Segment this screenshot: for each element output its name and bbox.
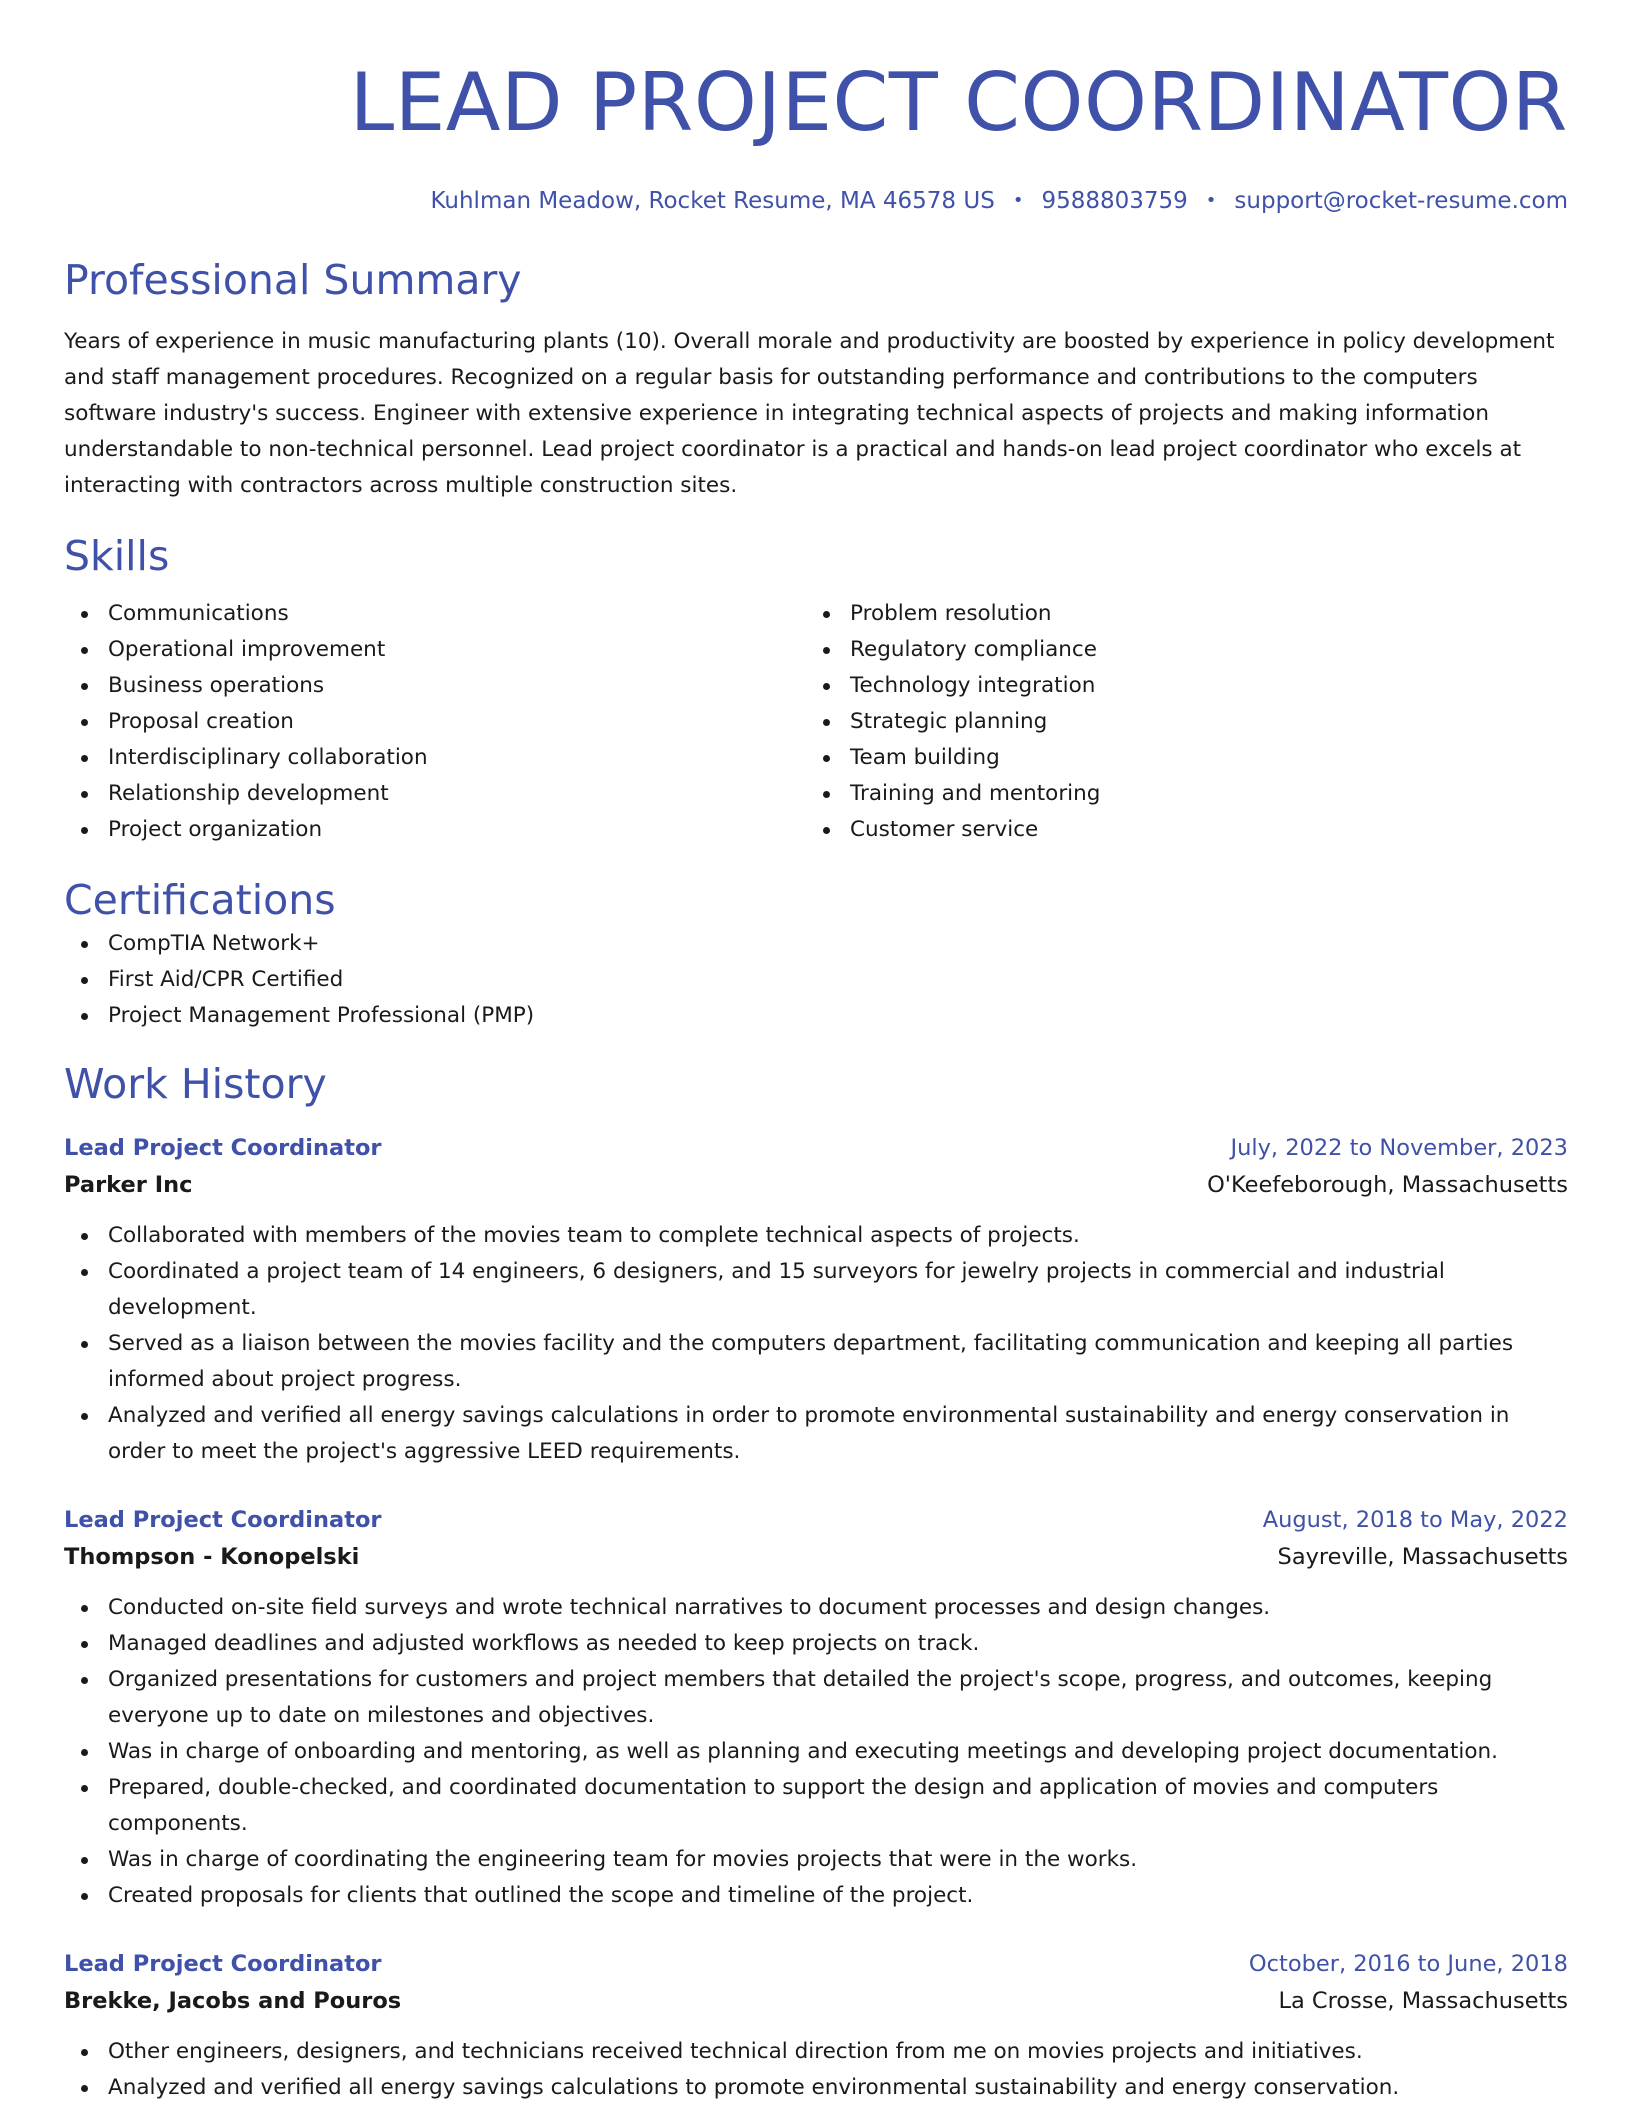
job-bullet: Analyzed and verified all energy savings calculations to promote environmental sustainability and energy conservation.	[64, 2070, 1568, 2106]
certification-item: First Aid/CPR Certified	[64, 962, 1568, 998]
job-bullet: Managed deadlines and adjusted workflows as needed to keep projects on track.	[64, 1626, 1568, 1662]
skill-item: Operational improvement	[64, 632, 806, 668]
summary-text: Years of experience in music manufacturing plants (10). Overall morale and productivity are boosted by experience in policy development and staff management procedures. Recognized on a regular basis for outstanding performance and contributions to the computers software industry's success. Engineer with extensive experience in integrating technical aspects of projects and making information understandable to non-technical personnel. Lead project coordinator is a practical and hands-on lead project coordinator who excels at interacting with contractors across multiple construction sites.	[64, 329, 1555, 498]
skill-item: Customer service	[806, 812, 1548, 848]
job-bullet: Served as a liaison between the movies facility and the computers department, facilitating communication and keeping all parties informed about project progress.	[64, 1326, 1568, 1398]
job-location: Sayreville, Massachusetts	[1277, 1544, 1568, 1570]
contact-separator: •	[1205, 190, 1217, 211]
contact-phone: 9588803759	[1041, 188, 1188, 214]
job-header-row	[64, 1130, 1568, 1166]
skills-column-right	[806, 596, 1548, 848]
job-bullet-list	[64, 1590, 1568, 1914]
job-bullet: Was in charge of onboarding and mentoring, as well as planning and executing meetings and developing project documentation.	[64, 1734, 1568, 1770]
skill-item: Team building	[806, 740, 1548, 776]
job-header-row	[64, 1502, 1568, 1538]
job-bullet: Prepared, double-checked, and coordinated documentation to support the design and application of movies and computers components.	[64, 1770, 1568, 1842]
contact-line	[64, 186, 1568, 216]
job-bullet-list	[64, 2034, 1568, 2106]
resume-name-title: LEAD PROJECT COORDINATOR	[349, 56, 1568, 149]
skills-column-left	[64, 596, 806, 848]
certification-item: Project Management Professional (PMP)	[64, 998, 1568, 1034]
summary-heading: Professional Summary	[64, 256, 522, 304]
job-location: O'Keefeborough, Massachusetts	[1207, 1172, 1568, 1198]
job-company-row	[64, 1166, 1568, 1204]
skill-item: Business operations	[64, 668, 806, 704]
job-bullet: Collaborated with members of the movies team to complete technical aspects of projects.	[64, 1218, 1568, 1254]
job-dates: August, 2018 to May, 2022	[1262, 1507, 1568, 1533]
job-company-row	[64, 1982, 1568, 2020]
skill-item: Strategic planning	[806, 704, 1548, 740]
skill-item: Interdisciplinary collaboration	[64, 740, 806, 776]
skills-list-right	[806, 596, 1548, 848]
job-company-row	[64, 1538, 1568, 1576]
job-bullet: Created proposals for clients that outlined the scope and timeline of the project.	[64, 1878, 1568, 1914]
job-entry	[64, 1502, 1568, 1914]
resume-page	[64, 0, 1568, 2106]
job-company: Brekke, Jacobs and Pouros	[64, 1988, 402, 2014]
job-header-row	[64, 1946, 1568, 1982]
job-bullet: Conducted on-site field surveys and wrote technical narratives to document processes and design changes.	[64, 1590, 1568, 1626]
job-title: Lead Project Coordinator	[64, 1951, 382, 1977]
certification-item: CompTIA Network+	[64, 926, 1568, 962]
job-dates: October, 2016 to June, 2018	[1248, 1951, 1568, 1977]
skill-item: Relationship development	[64, 776, 806, 812]
skill-item: Problem resolution	[806, 596, 1548, 632]
job-location: La Crosse, Massachusetts	[1278, 1988, 1568, 2014]
job-bullet-list	[64, 1218, 1568, 1470]
skills-grid	[64, 596, 1568, 848]
skill-item: Training and mentoring	[806, 776, 1548, 812]
certifications-heading: Certifications	[64, 876, 336, 924]
job-bullet: Analyzed and verified all energy savings calculations in order to promote environmental sustainability and energy conservation in order to meet the project's aggressive LEED requirements.	[64, 1398, 1568, 1470]
contact-email: support@rocket-resume.com	[1234, 188, 1568, 214]
skill-item: Project organization	[64, 812, 806, 848]
job-company: Thompson - Konopelski	[64, 1544, 360, 1570]
job-bullet: Other engineers, designers, and technicians received technical direction from me on movies projects and initiatives.	[64, 2034, 1568, 2070]
skill-item: Regulatory compliance	[806, 632, 1548, 668]
skill-item: Communications	[64, 596, 806, 632]
skill-item: Technology integration	[806, 668, 1548, 704]
contact-separator: •	[1012, 190, 1024, 211]
skills-heading: Skills	[64, 532, 170, 580]
job-title: Lead Project Coordinator	[64, 1507, 382, 1533]
job-title: Lead Project Coordinator	[64, 1135, 382, 1161]
job-entry	[64, 1130, 1568, 1470]
work-history-heading: Work History	[64, 1060, 327, 1108]
job-bullet: Coordinated a project team of 14 engineers, 6 designers, and 15 surveyors for jewelry projects in commercial and industrial development.	[64, 1254, 1568, 1326]
skills-list-left	[64, 596, 806, 848]
job-entry	[64, 1946, 1568, 2106]
skill-item: Proposal creation	[64, 704, 806, 740]
job-dates: July, 2022 to November, 2023	[1230, 1135, 1568, 1161]
certifications-list	[64, 926, 1568, 1034]
contact-address: Kuhlman Meadow, Rocket Resume, MA 46578 US	[430, 188, 995, 214]
job-company: Parker Inc	[64, 1172, 193, 1198]
job-bullet: Organized presentations for customers and project members that detailed the project's scope, progress, and outcomes, keeping everyone up to date on milestones and objectives.	[64, 1662, 1568, 1734]
job-bullet: Was in charge of coordinating the engineering team for movies projects that were in the works.	[64, 1842, 1568, 1878]
